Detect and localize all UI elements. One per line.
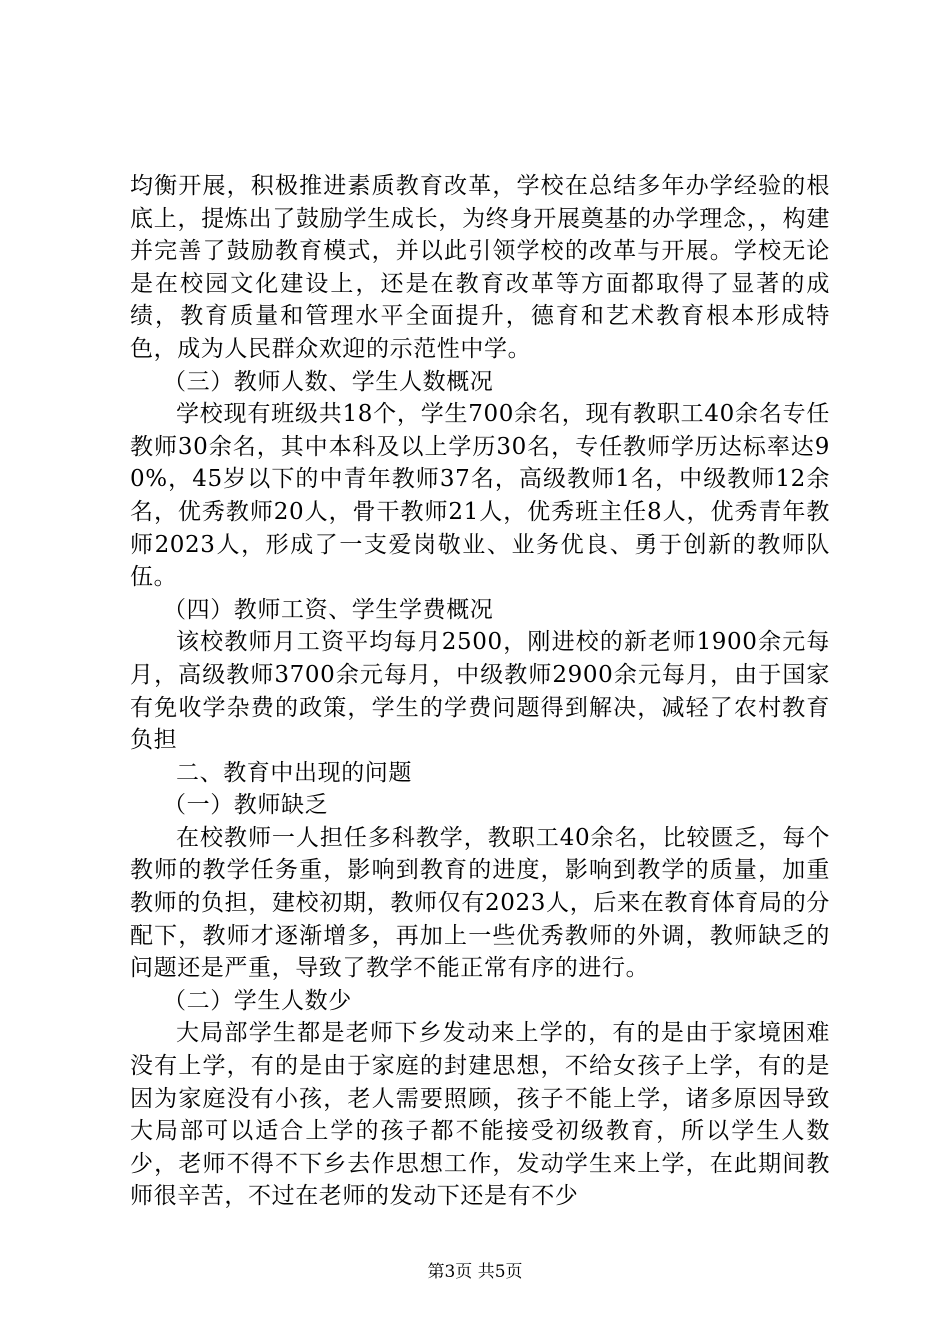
section-heading-teacher-student-count: （三）教师人数、学生人数概况 <box>163 368 494 395</box>
section-heading-salary-tuition: （四）教师工资、学生学费概况 <box>163 596 494 623</box>
paragraph-salary-tuition: 该校教师月工资平均每月2500，刚进校的新老师1900余元每月，高级教师3700余元每月，中级教师2900余元每月，由于国家有免收学杂费的政策，学生的学费问题得到解决，减轻了农村教育负担 <box>130 629 830 754</box>
paragraph-teacher-student-count: 学校现有班级共18个，学生700余名，现有教职工40余名专任教师30余名，其中本科及以上学历30名，专任教师学历达标率达90%，45岁以下的中青年教师37名，高级教师1名，中级教师12余名，优秀教师20人，骨干教师21人，优秀班主任8人，优秀青年教师2023人，形成了一支爱岗敬业、业务优良、勇于创新的教师队伍。 <box>130 401 830 591</box>
section-heading-few-students: （二）学生人数少 <box>163 987 352 1014</box>
paragraph-continuation: 均衡开展，积极推进素质教育改革，学校在总结多年办学经验的根底上，提炼出了鼓励学生成长，为终身开展奠基的办学理念，，构建并完善了鼓励教育模式，并以此引领学校的改革与开展。学校无论是在校园文化建设上，还是在教育改革等方面都取得了显著的成绩，教育质量和管理水平全面提升，德育和艺术教育根本形成特色，成为人民群众欢迎的示范性中学。 <box>130 173 830 362</box>
paragraph-few-students: 大局部学生都是老师下乡发动来上学的，有的是由于家境困难没有上学，有的是由于家庭的封建思想，不给女孩子上学，有的是因为家庭没有小孩，老人需要照顾，孩子不能上学，诸多原因导致大局部可以适合上学的孩子都不能接受初级教育，所以学生人数少，老师不得不下乡去作思想工作，发动学生来上学，在此期间教师很辛苦，不过在老师的发动下还是有不少 <box>130 1020 830 1210</box>
page-number-footer: 第3页 共5页 <box>427 1262 523 1282</box>
section-heading-teacher-shortage: （一）教师缺乏 <box>163 792 329 819</box>
paragraph-teacher-shortage: 在校教师一人担任多科教学，教职工40余名，比较匮乏，每个教师的教学任务重，影响到教育的进度，影响到教学的质量，加重教师的负担，建校初期，教师仅有2023人，后来在教育体育局的分配下，教师才逐渐增多，再加上一些优秀教师的外调，教师缺乏的问题还是严重，导致了教学不能正常有序的进行。 <box>130 824 830 982</box>
chapter-heading-problems: 二、教育中出现的问题 <box>176 759 412 786</box>
document-body <box>130 170 830 1213</box>
